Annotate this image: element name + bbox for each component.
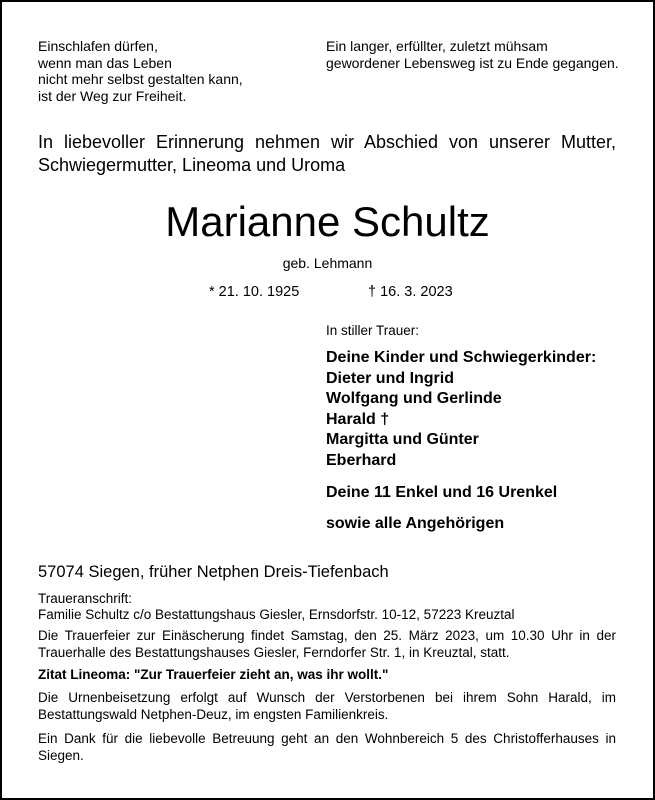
address-label: Traueranschrift: (38, 591, 133, 606)
deceased-name: Marianne Schultz (165, 198, 490, 245)
grandchildren: Deine 11 Enkel und 16 Urenkel (326, 484, 558, 501)
family-line: Dieter und Ingrid (326, 369, 454, 387)
family-line: Eberhard (326, 451, 397, 469)
family-line: Wolfgang und Gerlinde (326, 390, 502, 407)
place-line: 57074 Siegen, früher Netphen Dreis-Tiefenbach (38, 563, 389, 581)
burial-text: Die Urnenbeisetzung erfolgt auf Wunsch der Verstorbenen bei ihrem Sohn Harald, im Bestattungswald Netphen-Deuz, im engsten Familienkreis. (38, 690, 616, 722)
poem-right-line: Ein langer, erfüllter, zuletzt mühsam (326, 38, 548, 54)
family-line: Deine Kinder und Schwiegerkinder: (326, 349, 597, 366)
address: Familie Schultz c/o Bestattungshaus Giesler, Ernsdorfstr. 10-12, 57223 Kreuztal (38, 607, 515, 622)
poem-right (326, 38, 619, 71)
poem-left-line: Einschlafen dürfen, (38, 38, 158, 54)
quote-text: Zitat Lineoma: "Zur Trauerfeier zieht an, was ihr wollt." (38, 667, 389, 682)
birth-date: * 21. 10. 1925 (209, 284, 300, 300)
family-list (326, 348, 596, 471)
relatives: sowie alle Angehörigen (326, 515, 505, 532)
family-line: Margitta und Günter (326, 431, 479, 448)
intro-text: In liebevoller Erinnerung nehmen wir Abschied von unserer Mutter, Schwiegermutter, Lineoma und Uroma (38, 132, 616, 175)
poem-left-line: nicht mehr selbst gestalten kann, (38, 71, 243, 87)
poem-left-line: wenn man das Leben (38, 54, 172, 71)
ceremony-text: Die Trauerfeier zur Einäscherung findet Samstag, den 25. März 2023, um 10.30 Uhr in der Trauerhalle des Bestattungshauses Giesler, Ferndorfer Str. 1, in Kreuztal, statt. (38, 628, 616, 660)
birth-name: geb. Lehmann (282, 255, 373, 271)
death-date: † 16. 3. 2023 (368, 284, 453, 300)
poem-left-line: ist der Weg zur Freiheit. (38, 87, 187, 104)
poem-right-line: gewordener Lebensweg ist zu Ende gegangen. (326, 54, 619, 71)
family-line: Harald † (326, 410, 390, 428)
poem-left (38, 38, 243, 104)
mourning-label: In stiller Trauer: (326, 323, 420, 338)
thanks-text: Ein Dank für die liebevolle Betreuung geht an den Wohnbereich 5 des Christofferhauses in Siegen. (38, 731, 616, 763)
